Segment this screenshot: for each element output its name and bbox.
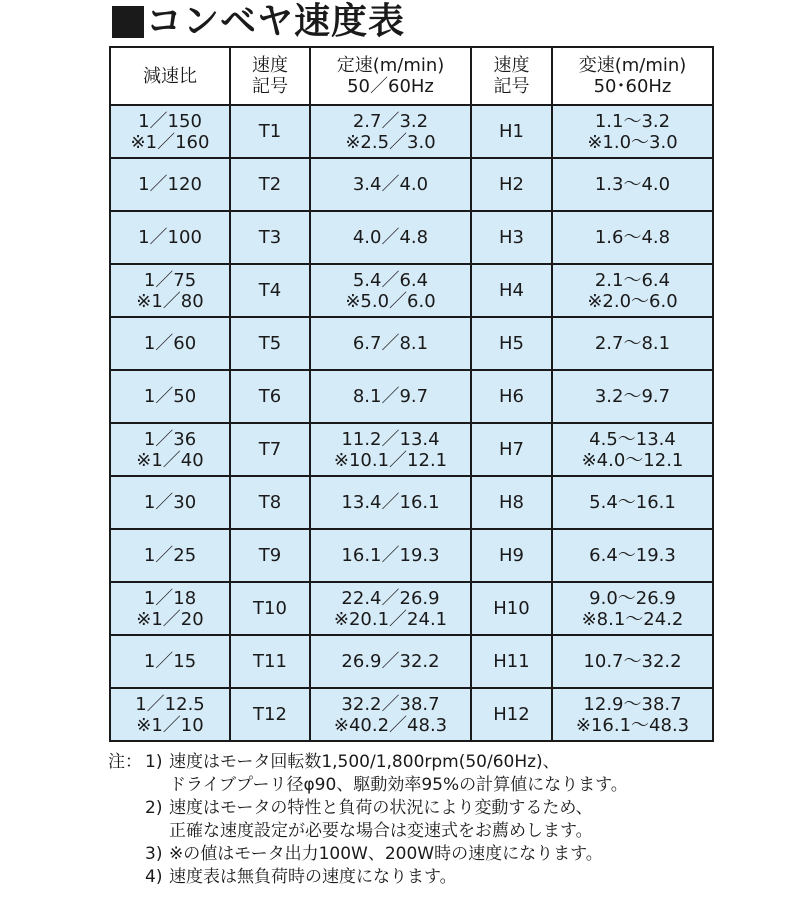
- cell-const-speed: 11.2／13.4 ※10.1／12.1: [310, 423, 471, 476]
- cell-ratio: 1／60: [110, 317, 230, 370]
- cell-ratio: 1／100: [110, 211, 230, 264]
- cell-const-code: T5: [230, 317, 310, 370]
- note-item: 注： 1) 速度はモータ回転数1,500/1,800rpm(50/60Hz)、 ドライブプーリ径φ90、駆動効率95%の計算値になります。: [108, 752, 628, 795]
- cell-const-code: T6: [230, 370, 310, 423]
- cell-var-code: H10: [471, 582, 552, 635]
- cell-const-speed: 6.7／8.1: [310, 317, 471, 370]
- cell-var-speed: 2.1～6.4 ※2.0～6.0: [552, 264, 713, 317]
- cell-const-code: T12: [230, 688, 310, 741]
- cell-var-speed: 10.7～32.2: [552, 635, 713, 688]
- cell-const-speed: 13.4／16.1: [310, 476, 471, 529]
- cell-ratio: 1／15: [110, 635, 230, 688]
- page-title: [112, 2, 405, 42]
- cell-const-code: T8: [230, 476, 310, 529]
- table-body: [110, 105, 713, 741]
- cell-const-speed: 26.9／32.2: [310, 635, 471, 688]
- cell-const-speed: 5.4／6.4 ※5.0／6.0: [310, 264, 471, 317]
- cell-var-speed: 6.4～19.3: [552, 529, 713, 582]
- cell-var-code: H11: [471, 635, 552, 688]
- note-item: 3) ※の値はモータ出力100W、200W時の速度になります。: [145, 844, 603, 864]
- cell-ratio: 1／75 ※1／80: [110, 264, 230, 317]
- cell-var-speed: 2.7～8.1: [552, 317, 713, 370]
- cell-const-speed: 32.2／38.7 ※40.2／48.3: [310, 688, 471, 741]
- table-row: [110, 105, 713, 158]
- cell-const-speed: 22.4／26.9 ※20.1／24.1: [310, 582, 471, 635]
- cell-ratio: 1／36 ※1／40: [110, 423, 230, 476]
- table-header-row: [110, 47, 713, 105]
- cell-const-code: T10: [230, 582, 310, 635]
- cell-var-speed: 1.1～3.2 ※1.0～3.0: [552, 105, 713, 158]
- cell-const-code: T3: [230, 211, 310, 264]
- cell-ratio: 1／30: [110, 476, 230, 529]
- table-row: [110, 370, 713, 423]
- notes: [108, 751, 788, 889]
- table-row: [110, 582, 713, 635]
- header-var-code: 速度 記号: [471, 47, 552, 105]
- note-item: 4) 速度表は無負荷時の速度になります。: [145, 867, 457, 887]
- cell-var-speed: 9.0～26.9 ※8.1～24.2: [552, 582, 713, 635]
- table-row: [110, 264, 713, 317]
- cell-const-code: T2: [230, 158, 310, 211]
- cell-const-code: T7: [230, 423, 310, 476]
- table-row: [110, 423, 713, 476]
- header-var-speed: 変速(m/min) 50･60Hz: [552, 47, 713, 105]
- table-row: [110, 529, 713, 582]
- cell-var-code: H3: [471, 211, 552, 264]
- table-row: [110, 211, 713, 264]
- cell-ratio: 1／50: [110, 370, 230, 423]
- cell-var-speed: 12.9～38.7 ※16.1～48.3: [552, 688, 713, 741]
- cell-ratio: 1／120: [110, 158, 230, 211]
- table-row: [110, 476, 713, 529]
- cell-var-code: H5: [471, 317, 552, 370]
- cell-ratio: 1／12.5 ※1／10: [110, 688, 230, 741]
- cell-const-speed: 4.0／4.8: [310, 211, 471, 264]
- note-item: 2) 速度はモータの特性と負荷の状況により変動するため、 正確な速度設定が必要な場合は変速式をお薦めします。: [145, 798, 593, 841]
- cell-ratio: 1／25: [110, 529, 230, 582]
- table-row: [110, 635, 713, 688]
- cell-var-code: H9: [471, 529, 552, 582]
- cell-ratio: 1／150 ※1／160: [110, 105, 230, 158]
- cell-const-code: T1: [230, 105, 310, 158]
- cell-const-code: T4: [230, 264, 310, 317]
- cell-ratio: 1／18 ※1／20: [110, 582, 230, 635]
- cell-var-speed: 1.3～4.0: [552, 158, 713, 211]
- cell-const-speed: 8.1／9.7: [310, 370, 471, 423]
- cell-const-speed: 3.4／4.0: [310, 158, 471, 211]
- header-const-code: 速度 記号: [230, 47, 310, 105]
- table-row: [110, 688, 713, 741]
- cell-const-speed: 16.1／19.3: [310, 529, 471, 582]
- cell-const-code: T9: [230, 529, 310, 582]
- cell-var-speed: 4.5～13.4 ※4.0～12.1: [552, 423, 713, 476]
- cell-var-code: H6: [471, 370, 552, 423]
- cell-const-speed: 2.7／3.2 ※2.5／3.0: [310, 105, 471, 158]
- header-const-speed: 定速(m/min) 50／60Hz: [310, 47, 471, 105]
- table-row: [110, 158, 713, 211]
- cell-var-code: H7: [471, 423, 552, 476]
- cell-var-speed: 1.6～4.8: [552, 211, 713, 264]
- cell-const-code: T11: [230, 635, 310, 688]
- cell-var-speed: 3.2～9.7: [552, 370, 713, 423]
- cell-var-code: H2: [471, 158, 552, 211]
- cell-var-code: H8: [471, 476, 552, 529]
- title-text: コンベヤ速度表: [146, 1, 406, 42]
- cell-var-code: H1: [471, 105, 552, 158]
- title-square-icon: [112, 6, 144, 38]
- cell-var-speed: 5.4～16.1: [552, 476, 713, 529]
- table-row: [110, 317, 713, 370]
- header-ratio: 減速比: [110, 47, 230, 105]
- cell-var-code: H4: [471, 264, 552, 317]
- cell-var-code: H12: [471, 688, 552, 741]
- conveyor-speed-table: [109, 46, 714, 742]
